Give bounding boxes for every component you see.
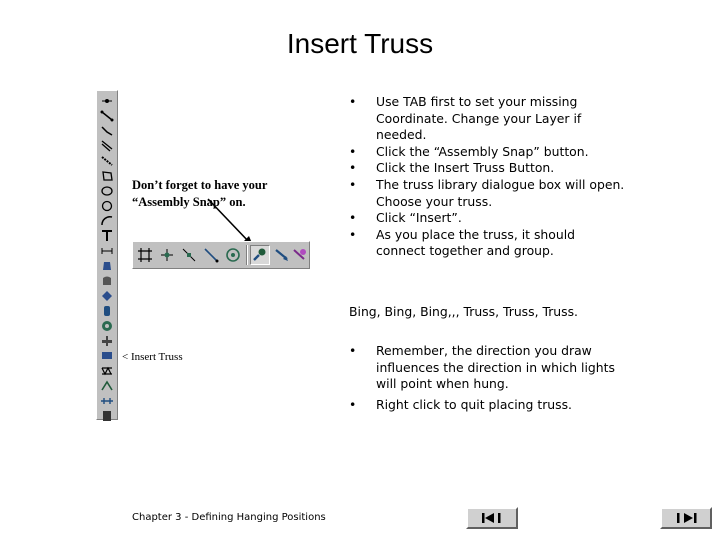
angle-snap-icon[interactable] [201,245,221,265]
first-slide-icon [478,511,506,525]
chapter-footer: Chapter 3 - Defining Hanging Positions [132,512,326,523]
bullet: • [349,226,357,242]
center-snap-icon[interactable] [179,245,199,265]
snap-options-icon[interactable] [290,245,310,265]
steps-list [349,94,626,260]
bullet: • [349,160,357,176]
snap-toolbar [132,241,310,269]
insert-truss-tooltip: < Insert Truss [122,351,183,363]
bullet: • [349,396,357,412]
last-slide-icon [672,511,700,525]
last-slide-button[interactable] [660,507,712,529]
list-item: • Right click to quit placing truss. [349,396,572,412]
first-slide-button[interactable] [466,507,518,529]
assembly-snap-icon[interactable] [250,245,270,265]
snap-to-object-icon[interactable] [157,245,177,265]
reminder-line: Don’t forget to have your [132,178,268,192]
bullet: • [349,94,357,109]
bullet: • [349,143,357,159]
list-item: • Click the Insert Truss Button. [349,160,555,176]
bing-truss-line: Bing, Bing, Bing,,, Truss, Truss, Truss. [349,304,578,319]
bullet: • [349,176,357,192]
list-item: • Click the “Assembly Snap” button. [349,143,589,159]
list-item: • Use TAB first to set your missing Coordinate. Change your Layer if needed. [349,94,582,143]
bullet: • [349,343,357,358]
list-item: • The truss library dialogue box will open. Choose your truss. [349,176,625,209]
list-item: • Click “Insert”. [349,210,462,226]
grid-snap-icon[interactable] [135,245,155,265]
notes-list [349,343,626,413]
bullet: • [349,210,357,226]
list-item: • As you place the truss, it should connect together and group. [349,226,576,259]
distance-snap-icon[interactable] [223,245,243,265]
reminder-line: “Assembly Snap” on. [132,195,246,209]
insert-truss-icon[interactable] [272,245,292,265]
list-item: • Remember, the direction you draw influences the direction in which lights will point when hung. [349,343,615,392]
slide-title: Insert Truss [286,28,434,59]
